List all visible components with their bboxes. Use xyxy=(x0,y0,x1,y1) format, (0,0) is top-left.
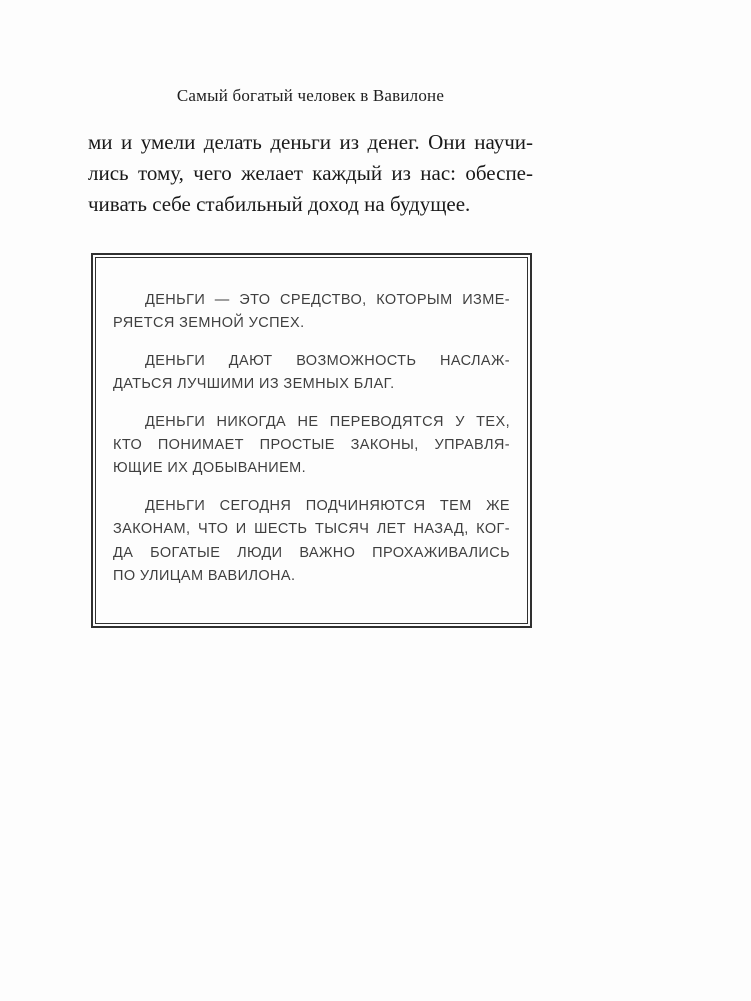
quote-line: ДЕНЬГИ — ЭТО СРЕДСТВО, КОТОРЫМ ИЗМЕ- xyxy=(145,292,510,308)
quote-line: ДЕНЬГИ НИКОГДА НЕ ПЕРЕВОДЯТСЯ У ТЕХ, xyxy=(145,413,510,430)
quote-paragraph xyxy=(113,289,510,336)
quote-line: ЗАКОНАМ, ЧТО И ШЕСТЬ ТЫСЯЧ ЛЕТ НАЗАД, КОГ- xyxy=(113,521,510,538)
body-line: ми и умели делать деньги из денег. Они научи- xyxy=(88,130,533,154)
body-paragraph xyxy=(88,127,533,220)
quote-line: КТО ПОНИМАЕТ ПРОСТЫЕ ЗАКОНЫ, УПРАВЛЯ- xyxy=(113,437,510,454)
quote-box-inner xyxy=(95,257,528,624)
body-line: чивать себе стабильный доход на будущее. xyxy=(88,192,471,216)
quote-line: ЮЩИЕ ИХ ДОБЫВАНИЕМ. xyxy=(113,460,307,477)
quote-line: РЯЕТСЯ ЗЕМНОЙ УСПЕХ. xyxy=(113,315,305,332)
quote-line: ДА БОГАТЫЕ ЛЮДИ ВАЖНО ПРОХАЖИВАЛИСЬ xyxy=(113,544,510,561)
quote-line: ДЕНЬГИ ДАЮТ ВОЗМОЖНОСТЬ НАСЛАЖ- xyxy=(145,352,510,369)
running-header: Самый богатый человек в Вавилоне xyxy=(176,86,445,105)
body-line: лись тому, чего желает каждый из нас: обеспе- xyxy=(88,161,533,185)
quote-paragraph xyxy=(113,495,510,589)
quote-box xyxy=(91,253,532,628)
quote-line: ДЕНЬГИ СЕГОДНЯ ПОДЧИНЯЮТСЯ ТЕМ ЖЕ xyxy=(145,497,510,514)
quote-paragraph xyxy=(113,411,510,481)
quote-line: ДАТЬСЯ ЛУЧШИМИ ИЗ ЗЕМНЫХ БЛАГ. xyxy=(113,376,395,393)
quote-paragraph xyxy=(113,350,510,397)
quote-line: ПО УЛИЦАМ ВАВИЛОНА. xyxy=(113,568,296,585)
